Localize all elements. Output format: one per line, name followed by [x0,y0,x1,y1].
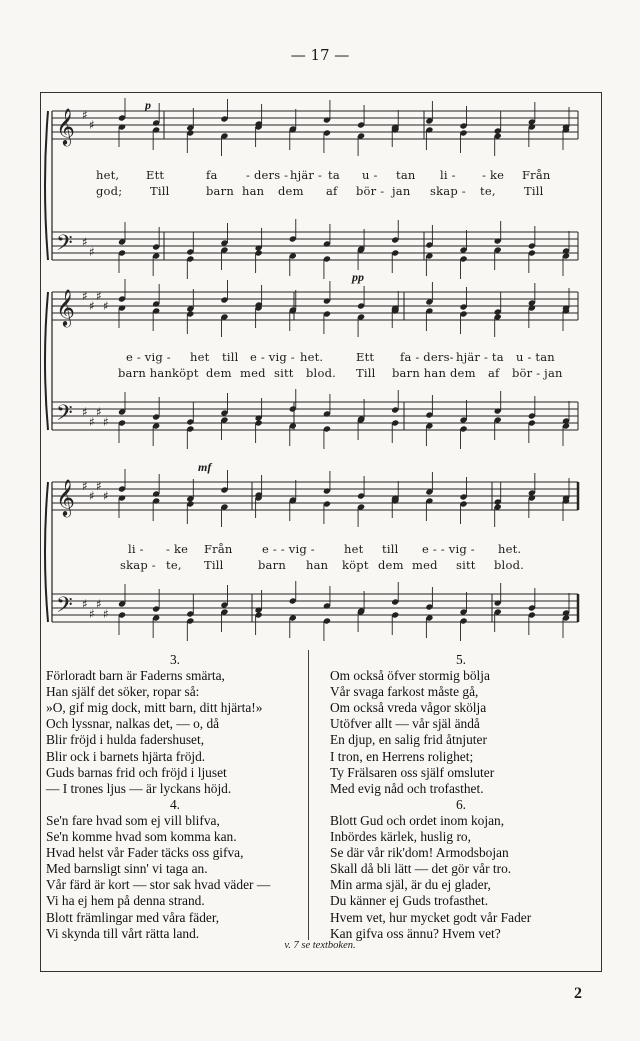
verse-line: Om också öfver stormig bölja [330,668,490,684]
verse-line: Skall då bli lätt — det gör vår tro. [330,861,512,877]
svg-text:𝄞: 𝄞 [56,288,75,326]
lyric-syllable: Från [204,542,233,556]
lyric-syllable: köpt [342,558,369,572]
verse-line: Du känner ej Guds trofasthet. [330,893,489,909]
lyric-syllable: het. [498,542,522,556]
lyric-syllable: skap - [120,558,156,572]
lyric-syllable: u - tan [516,350,555,364]
lyric-syllable: med [240,366,266,380]
verse-line: Se där vår rik'dom! Armodsbojan [330,845,509,861]
lyric-syllable: Till [204,558,224,572]
svg-text:𝄞: 𝄞 [56,478,75,516]
lyric-syllable: Till [150,184,170,198]
lyric-syllable: u - [362,168,378,182]
footnote: v. 7 se textboken. [284,940,356,951]
svg-text:♯: ♯ [103,415,109,429]
lyric-syllable: Ett [146,168,165,182]
lyrics-system3-verse2 [0,558,560,574]
lyric-syllable: till [382,542,399,556]
svg-text:𝄞: 𝄞 [56,107,75,145]
lyric-syllable: te, [480,184,496,198]
lyric-syllable: te, [166,558,182,572]
lyric-syllable: blod. [306,366,336,380]
lyric-syllable: Till [356,366,376,380]
lyric-syllable: dem [206,366,232,380]
lyric-syllable: barn [258,558,286,572]
verse-line: Guds barnas frid och fröjd i ljuset [46,764,227,780]
verse-line: Om också vreda vågor skölja [330,700,487,716]
lyric-syllable: dem [378,558,404,572]
verse-line: I tron, en Herrens rolighet; [330,748,474,764]
verse-number: 5. [455,652,467,667]
lyric-syllable: sitt [456,558,476,572]
lyric-syllable: ta [328,168,340,182]
svg-text:♯: ♯ [89,489,95,503]
lyrics-system2-verse2 [0,366,563,382]
verse-line: Min arma själ, är du ej glader, [330,877,491,893]
verse-line: Se'n fare hvad som ej vill blifva, [46,812,220,828]
verse-column-left [46,652,304,942]
svg-text:♯: ♯ [89,118,95,132]
lyric-syllable: - ke [482,168,505,182]
lyric-syllable: het [344,542,364,556]
lyric-syllable: bör - jan [512,366,563,380]
lyric-syllable: blod. [494,558,524,572]
lyric-syllable: sitt [274,366,294,380]
verse-number: 4. [169,796,181,812]
svg-text:𝄢: 𝄢 [56,593,73,623]
lyric-syllable: tan [396,168,416,182]
verse-line: Ty Frälsaren oss själf omsluter [330,764,495,780]
verse-line: Hvem vet, hur mycket godt vår Fader [330,909,532,925]
lyric-syllable: god; [96,184,123,198]
svg-text:♯: ♯ [82,405,88,419]
lyric-syllable: fa [206,168,218,182]
lyric-syllable: het. [300,350,324,364]
svg-text:♯: ♯ [96,479,102,493]
svg-text:♯: ♯ [89,245,95,259]
lyrics-system2-verse1 [0,350,560,366]
verse-line: Se'n komme hvad som komma kan. [46,829,237,845]
lyric-syllable: bör - [356,184,385,198]
lyric-syllable: e - - vig - [422,542,475,556]
lyric-syllable: li - [128,542,144,556]
svg-text:♯: ♯ [96,405,102,419]
verse-line: Vi ha ej hem på denna strand. [46,893,205,909]
lyric-syllable: dem [278,184,304,198]
verse-number: 3. [169,652,181,667]
svg-text:♯: ♯ [103,299,109,313]
signature-mark: 2 [574,985,582,1002]
verse-number: 6. [455,796,467,812]
svg-text:♯: ♯ [89,415,95,429]
lyric-syllable: dem [450,366,476,380]
verse-line: Blir ock i barnets hjärta fröjd. [46,748,206,764]
verse-line: Vår svaga farkost måste gå, [330,684,479,700]
svg-text:♯: ♯ [103,607,109,621]
lyric-syllable: barn [206,184,234,198]
svg-text:♯: ♯ [96,597,102,611]
svg-text:♯: ♯ [89,299,95,313]
lyrics-system3-verse1 [0,542,560,558]
verse-line: Inbördes kärlek, huslig ro, [330,829,471,845]
svg-text:♯: ♯ [82,597,88,611]
verse-line: En djup, en salig frid åtnjuter [330,732,487,748]
lyric-syllable: e - vig - [250,350,295,364]
verse-line: Förloradt barn är Faderns smärta, [46,668,225,684]
lyric-syllable: barn han [118,366,173,380]
svg-text:♯: ♯ [82,289,88,303]
svg-text:𝄢: 𝄢 [56,231,73,261]
lyric-syllable: - ke [166,542,189,556]
dynamic-p: p [145,98,151,112]
lyric-syllable: - ders - [246,168,289,182]
svg-text:♯: ♯ [89,607,95,621]
svg-text:♯: ♯ [82,108,88,122]
lyric-syllable: hjär - [290,168,323,182]
lyric-syllable: het, [96,168,120,182]
lyric-syllable: skap - [430,184,466,198]
lyric-syllable: af [488,366,500,380]
lyric-syllable: li - [440,168,456,182]
verse-line: Kan gifva oss ännu? Hvem vet? [330,925,501,941]
verse-line: Vår färd är kort — stor sak hvad väder — [46,877,271,893]
verse-line: Och lyssnar, nalkas det, — o, då [46,716,220,732]
lyric-syllable: het [190,350,210,364]
verse-line: Blott främlingar med våra fäder, [46,909,220,925]
verse-line: »O, gif mig dock, mitt barn, ditt hjärta!» [46,700,263,716]
dynamic-pp: pp [352,270,364,284]
verse-line: — I trones ljus — är lyckans höjd. [46,780,232,796]
lyric-syllable: hjär - ta [456,350,504,364]
verse-line: Blott Gud och ordet inom kojan, [330,812,505,828]
lyric-syllable: e - - vig - [262,542,315,556]
verse-line: Blir fröjd i hulda fadershuset, [46,732,205,748]
lyric-syllable: jan [392,184,411,198]
lyric-syllable: han [242,184,265,198]
dynamic-mf: mf [198,460,212,474]
svg-text:♯: ♯ [103,489,109,503]
verse-line: Med barnsligt sinn' vi taga an. [46,861,208,877]
column-divider [308,650,309,940]
lyric-syllable: köpt [172,366,199,380]
svg-text:♯: ♯ [82,479,88,493]
verse-line: Han själf det söker, ropar så: [46,684,200,700]
lyric-syllable: Till [524,184,544,198]
lyric-syllable: Ett [356,350,375,364]
verse-line: Med evig nåd och trofasthet. [330,780,484,796]
lyric-syllable: han [306,558,329,572]
svg-text:♯: ♯ [82,235,88,249]
verse-line: Vi skynda till vårt rätta land. [46,925,200,941]
verse-line: Utöfver allt — vår själ ändå [330,716,480,732]
svg-text:♯: ♯ [96,289,102,303]
lyric-syllable: Från [522,168,551,182]
lyrics-system1-verse1 [0,168,560,184]
lyrics-system1-verse2 [0,184,560,200]
lyric-syllable: med [412,558,438,572]
verse-line: Hvad helst vår Fader täcks oss gifva, [46,845,244,861]
lyric-syllable: barn han [392,366,447,380]
lyric-syllable: fa - ders- [400,350,454,364]
verse-column-right [330,652,592,942]
lyric-syllable: till [222,350,239,364]
lyric-syllable: e - vig - [126,350,171,364]
svg-text:𝄢: 𝄢 [56,401,73,431]
page-number: — 17 — [290,46,350,64]
lyric-syllable: af [326,184,338,198]
